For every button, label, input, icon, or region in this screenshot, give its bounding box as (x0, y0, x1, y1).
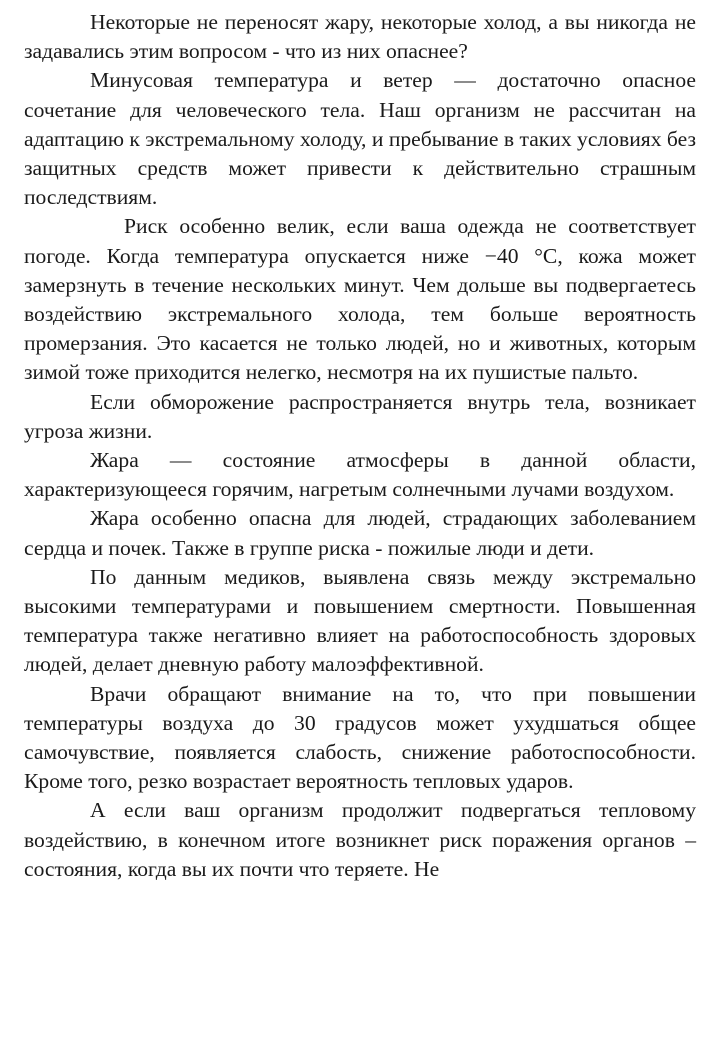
paragraph-medical-data: По данным медиков, выявлена связь между экстремально высокими температурами и повышением смертности. Повышенная температура также негативно влияет на работоспособность здоровых людей, делает дневную работу малоэффективной. (24, 564, 696, 677)
paragraph-organ-damage: А если ваш организм продолжит подвергаться тепловому воздействию, в конечном итоге возникнет риск поражения органов – состояния, когда вы их почти что теряете. Не (24, 798, 696, 881)
document-body (24, 8, 696, 884)
paragraph-intro: Некоторые не переносят жару, некоторые холод, а вы никогда не задавались этим вопросом - что из них опаснее? (24, 10, 696, 64)
paragraph-heat-definition: Жара — состояние атмосферы в данной области, характеризующееся горячим, нагретым солнечными лучами воздухом. (24, 448, 696, 502)
paragraph-frostbite: Если обморожение распространяется внутрь тела, возникает угроза жизни. (24, 389, 696, 443)
paragraph-heat-risk-groups: Жара особенно опасна для людей, страдающих заболеванием сердца и почек. Также в группе риска - пожилые люди и дети. (24, 506, 696, 560)
paragraph-doctors: Врачи обращают внимание на то, что при повышении температуры воздуха до 30 градусов может ухудшаться общее самочувствие, появляется слабость, снижение работоспособности. Кроме того, резко возрастает вероятность тепловых ударов. (24, 681, 696, 794)
paragraph-cold-danger: Минусовая температура и ветер — достаточно опасное сочетание для человеческого тела. Наш организм не рассчитан на адаптацию к экстремальному холоду, и пребывание в таких условиях без защитных средств может привести к действительно страшным последствиям. (24, 68, 696, 210)
paragraph-risk: Риск особенно велик, если ваша одежда не соответствует погоде. Когда температура опускается ниже −40 °C, кожа может замерзнуть в течение нескольких минут. Чем дольше вы подвергаетесь воздействию экстремального холода, тем больше вероятность промерзания. Это касается не только людей, но и животных, которым зимой тоже приходится нелегко, несмотря на их пушистые пальто. (24, 214, 696, 385)
